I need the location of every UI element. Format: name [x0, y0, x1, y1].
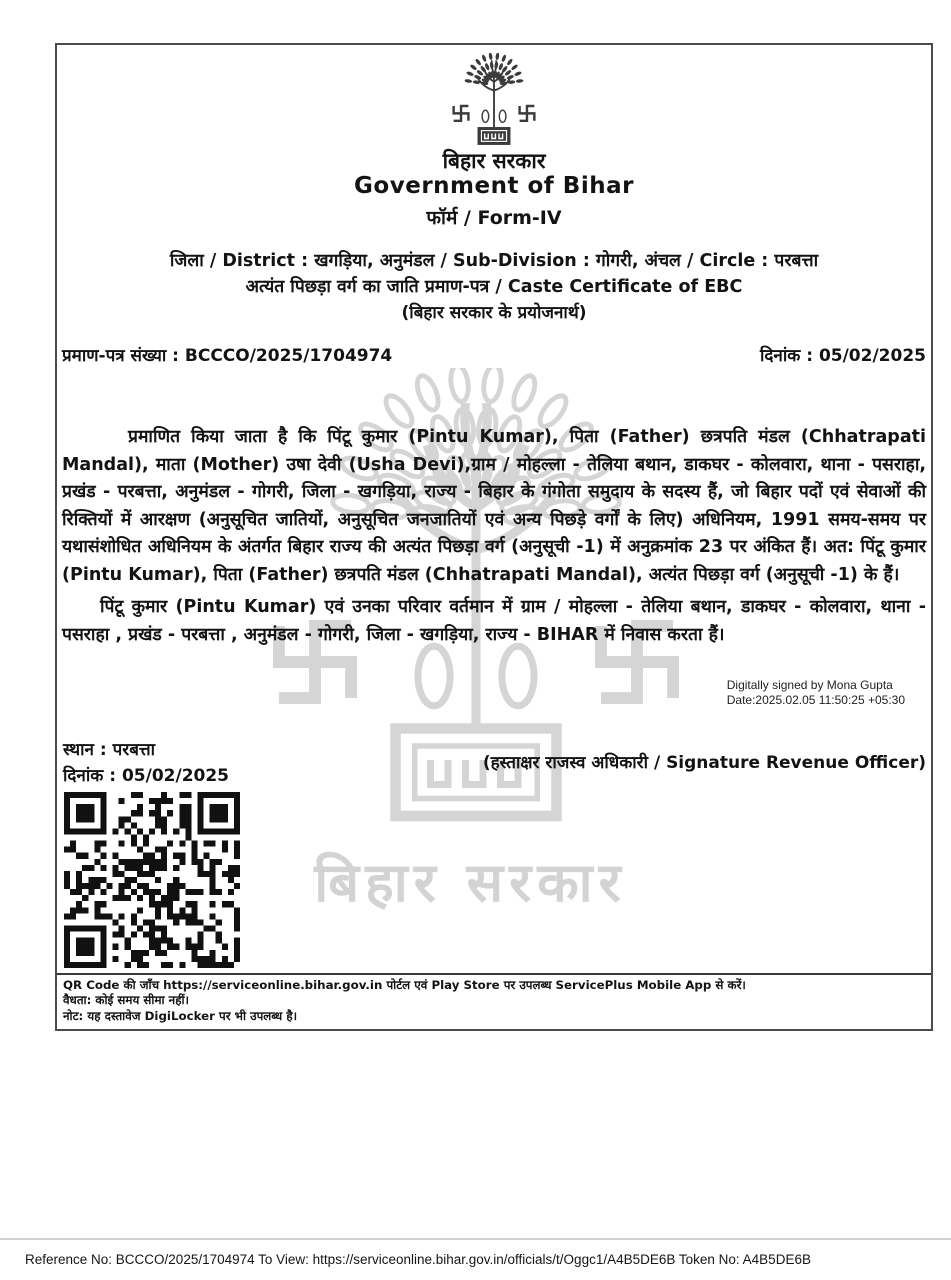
footer-divider [0, 1238, 951, 1240]
district-subdivision-circle-line: जिला / District : खगड़िया, अनुमंडल / Sub-Division : गोगरी, अंचल / Circle : परबत्ता [169, 251, 819, 271]
certificate-border-box [55, 43, 933, 1031]
purpose-line: (बिहार सरकार के प्रयोजनार्थ) [401, 303, 587, 323]
certificate-meta-row [62, 343, 926, 366]
footer-notes [57, 973, 931, 1030]
bihar-government-emblem-icon [451, 53, 537, 148]
qr-check-note: QR Code की जाँच https://serviceonline.bihar.gov.in पोर्टल एवं Play Store पर उपलब्ध ServicePlus Mobile App से करें। [63, 977, 746, 992]
title-hindi: बिहार सरकार [442, 149, 546, 173]
signature-date-line: दिनांक : 05/02/2025 [63, 766, 230, 786]
reference-line: Reference No: BCCCO/2025/1704974 To View: https://serviceonline.bihar.gov.in/officials/t/Oggc1/A4B5DE6B Token No: A4B5DE6B [25, 1252, 811, 1267]
digital-signature-line2: Date:2025.02.05 11:50:25 +05:30 [726, 693, 905, 707]
digilocker-note: नोट: यह दस्तावेज DigiLocker पर भी उपलब्ध है। [63, 1008, 298, 1023]
certificate-title: अत्यंत पिछड़ा वर्ग का जाति प्रमाण-पत्र / Caste Certificate of EBC [245, 277, 743, 297]
qr-code-icon [61, 789, 243, 971]
certificate-paragraph-2: पिंटू कुमार (Pintu Kumar) एवं उनका परिवार वर्तमान में ग्राम / मोहल्ला - तेलिया बथान, डाकघर - कोलवारा, थाना - पसराहा , प्रखंड - परबत्ता , अनुमंडल - गोगरी, जिला - खगड़िया, राज्य - BIHAR में निवास करता हैं। [62, 597, 926, 645]
digital-signature-line1: Digitally signed by Mona Gupta [726, 678, 893, 692]
digital-signature-block [727, 678, 905, 708]
form-number-line: फॉर्म / Form-IV [426, 207, 562, 229]
title-english: Government of Bihar [354, 173, 634, 199]
certificate-number: प्रमाण-पत्र संख्या : BCCCO/2025/1704974 [62, 346, 393, 366]
signature-officer-line: (हस्ताक्षर राजस्व अधिकारी / Signature Revenue Officer) [482, 753, 926, 773]
validity-note: वैधता: कोई समय सीमा नहीं। [63, 993, 189, 1007]
watermark-text: बिहार सरकार [314, 851, 627, 914]
issue-date: दिनांक : 05/02/2025 [759, 346, 926, 366]
certificate-paragraph-1: प्रमाणित किया जाता है कि पिंटू कुमार (Pintu Kumar), पिता (Father) छत्रपति मंडल (Chhatrapati Mandal), माता (Mother) उषा देवी (Usha Devi),ग्राम / मोहल्ला - तेलिया बथान, डाकघर - कोलवारा, थाना - पसराहा, प्रखंड - परबत्ता, अनुमंडल - गोगरी, जिला - खगड़िया, राज्य - बिहार के गंगोता समुदाय के सदस्य हैं, जो बिहार पदों एवं सेवाओं की रिक्तियों में आरक्षण (अनुसूचित जातियों, अनुसूचित जनजातियों एवं अन्य पिछड़े वर्गों के लिए) अधिनियम, 1991 समय-समय पर यथासंशोधित अधिनियम के अंतर्गत बिहार राज्य की अत्यंत पिछड़ा वर्ग (अनुसूची -1) में अनुक्रमांक 23 पर अंकित हैं। अत: पिंटू कुमार (Pintu Kumar), पिता (Father) छत्रपति मंडल (Chhatrapati Mandal), अत्यंत पिछड़ा वर्ग (अनुसूची -1) के हैं। [62, 427, 926, 585]
place-line: स्थान : परबत्ता [63, 740, 156, 760]
